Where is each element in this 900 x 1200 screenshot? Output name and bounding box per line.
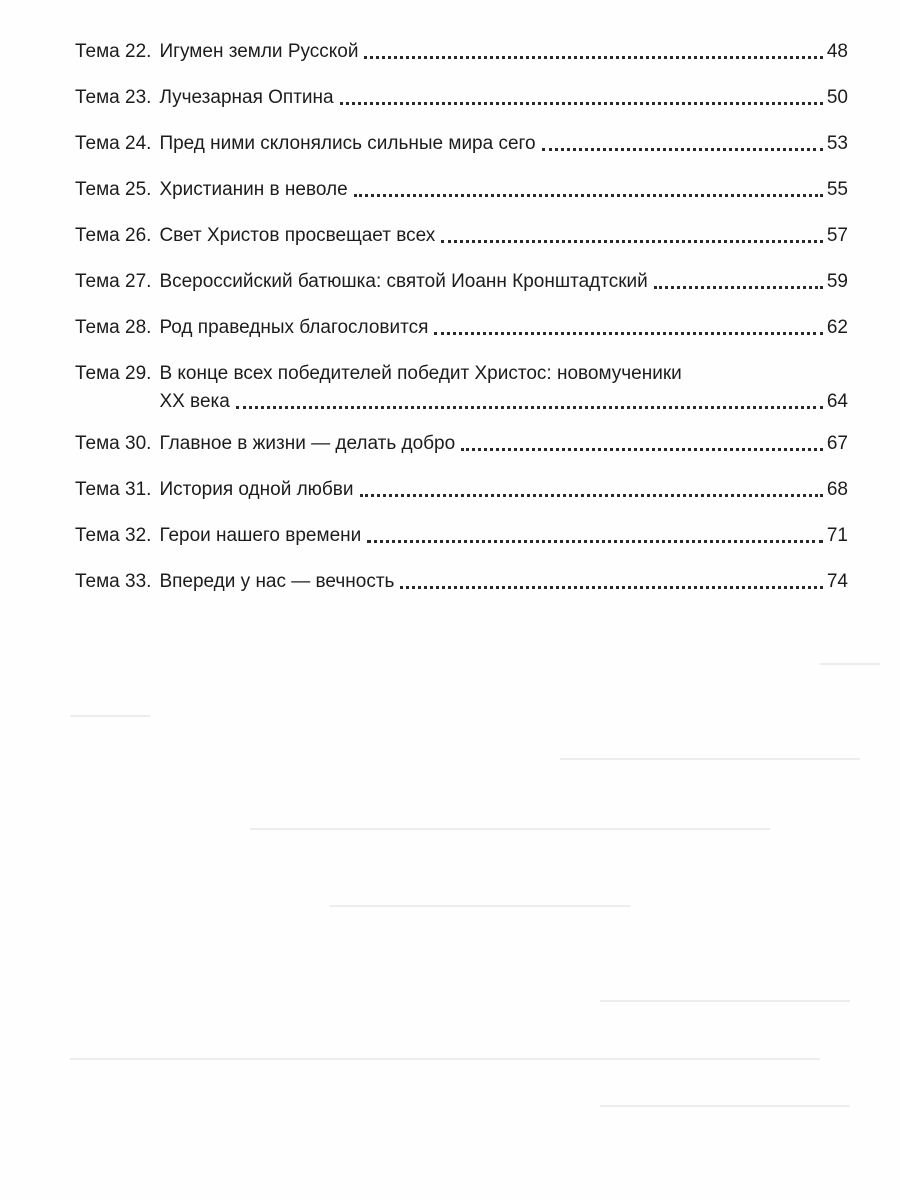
topic-number: Тема 28. [75, 317, 152, 338]
toc-entry[interactable] [75, 430, 848, 458]
toc-entry[interactable] [75, 476, 848, 504]
toc-entry[interactable] [75, 176, 848, 204]
page-number: 55 [826, 179, 848, 200]
topic-title: Игумен земли Русской [159, 41, 359, 62]
topic-number: Тема 30. [75, 433, 152, 454]
toc-entry[interactable] [75, 360, 848, 416]
topic-title: Впереди у нас — вечность [159, 571, 395, 592]
bleed-through-mark [70, 1058, 820, 1060]
dot-leader [340, 101, 823, 105]
topic-title: Герои нашего времени [159, 525, 362, 546]
topic-number: Тема 23. [75, 87, 152, 108]
topic-number: Тема 24. [75, 133, 152, 154]
dot-leader [461, 447, 823, 451]
topic-number: Тема 26. [75, 225, 152, 246]
page-number: 62 [826, 317, 848, 338]
topic-title: Главное в жизни — делать добро [159, 433, 456, 454]
topic-title: Свет Христов просвещает всех [159, 225, 436, 246]
dot-leader [236, 405, 823, 409]
page-number: 67 [826, 433, 848, 454]
toc-entry[interactable] [75, 522, 848, 550]
toc-entry[interactable] [75, 568, 848, 596]
bleed-through-mark [600, 1000, 850, 1002]
toc-entry[interactable] [75, 314, 848, 342]
dot-leader [654, 285, 823, 289]
page-number: 68 [826, 479, 848, 500]
topic-number: Тема 29. [75, 363, 152, 384]
topic-title: Лучезарная Оптина [159, 87, 334, 108]
topic-number: Тема 25. [75, 179, 152, 200]
page-number: 71 [826, 525, 848, 546]
topic-title: История одной любви [159, 479, 354, 500]
dot-leader [542, 147, 823, 151]
topic-number: Тема 33. [75, 571, 152, 592]
topic-title-line-2: XX века [159, 391, 230, 412]
toc-entry[interactable] [75, 84, 848, 112]
page-number: 57 [826, 225, 848, 246]
toc-entry[interactable] [75, 222, 848, 250]
topic-title: Всероссийский батюшка: святой Иоанн Кронштадтский [159, 271, 648, 292]
bleed-through-mark [600, 1105, 850, 1107]
page-number: 53 [826, 133, 848, 154]
topic-number: Тема 27. [75, 271, 152, 292]
topic-number: Тема 22. [75, 41, 152, 62]
dot-leader [354, 193, 823, 197]
bleed-through-mark [560, 758, 860, 760]
dot-leader [441, 239, 823, 243]
page-number: 64 [826, 391, 848, 412]
topic-title: Пред ними склонялись сильные мира сего [159, 133, 536, 154]
table-of-contents [75, 38, 848, 614]
toc-entry[interactable] [75, 38, 848, 66]
page-number: 59 [826, 271, 848, 292]
page-number: 48 [826, 41, 848, 62]
dot-leader [400, 585, 822, 589]
dot-leader [360, 493, 823, 497]
bleed-through-mark [70, 715, 150, 717]
page-number: 50 [826, 87, 848, 108]
bleed-through-mark [330, 905, 630, 907]
bleed-through-mark [250, 828, 770, 830]
topic-title-line-1: В конце всех победителей победит Христос: новомученики [159, 363, 682, 384]
toc-entry[interactable] [75, 268, 848, 296]
page-number: 74 [826, 571, 848, 592]
bleed-through-mark [820, 663, 880, 665]
topic-title: Род праведных благословится [159, 317, 429, 338]
dot-leader [434, 331, 822, 335]
topic-number: Тема 31. [75, 479, 152, 500]
dot-leader [364, 55, 822, 59]
toc-entry[interactable] [75, 130, 848, 158]
dot-leader [367, 539, 823, 543]
topic-title: Христианин в неволе [159, 179, 348, 200]
topic-number: Тема 32. [75, 525, 152, 546]
